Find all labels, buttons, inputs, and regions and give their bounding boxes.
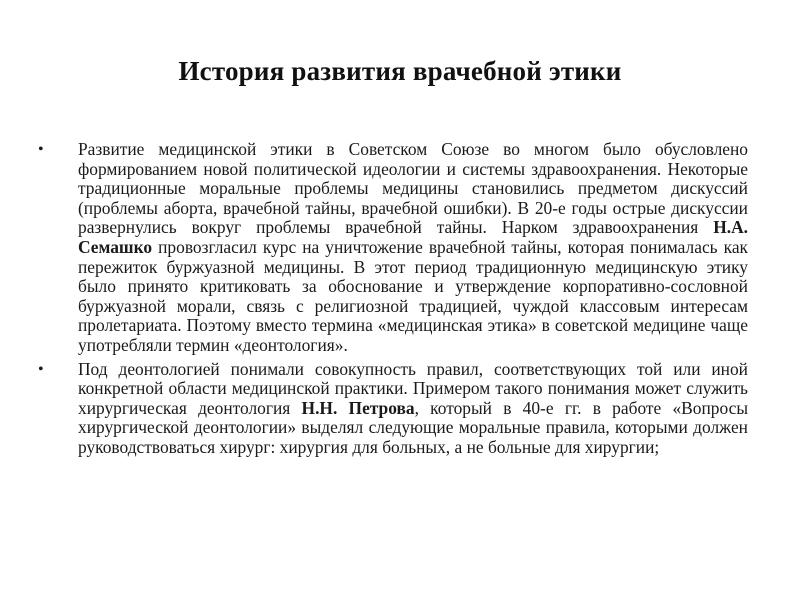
person-name-bold: Н.А. Семашко [78,217,748,257]
bullet-icon: • [38,141,44,158]
bullet-item [38,360,748,458]
bullet-icon: • [38,360,44,378]
bullet-text [78,359,748,457]
bullet-item [38,140,748,356]
bullet-text-part: , который в 40-е гг. в работе «Вопросы хирургической деонтологии» выделял следующие моральные правила, которыми должен руководствоваться хирург: хирургия для больных, а не больные для хирургии; [78,397,748,457]
bullet-text [78,139,748,355]
bullet-text-part: провозгласил курс на уничтожение врачебной тайны, которая понималась как пережиток буржуазной медицины. В этот период традиционную медицинскую этику было принято критиковать за обоснование и утверждение корпоративно-сословной буржуазной морали, связь с религиозной традицией, чуждой классовым интересам пролетариата. Поэтому вместо термина «медицинская этика» в советской медицине чаще употребляли термин «деонтология». [78,236,748,355]
person-name-bold: Н.Н. Петрова [301,397,415,418]
slide-title: История развития врачебной этики [178,56,622,86]
bullet-list [38,140,748,462]
bullet-text-part: Под деонтологией понимали совокупность правил, соответствующих той или иной конкретной области медицинской практики. Примером такого понимания может служить хирургическая деонтология [78,358,748,418]
bullet-text-part: Развитие медицинской этики в Советском Союзе во многом было обусловлено формированием новой политической идеологии и системы здравоохранения. Некоторые традиционные моральные проблемы медицины становились предметом дискуссий (проблемы аборта, врачебной тайны, врачебной ошибки). В 20-е годы острые дискуссии развернулись вокруг проблемы врачебной тайны. Нарком здравоохранения [78,139,748,238]
